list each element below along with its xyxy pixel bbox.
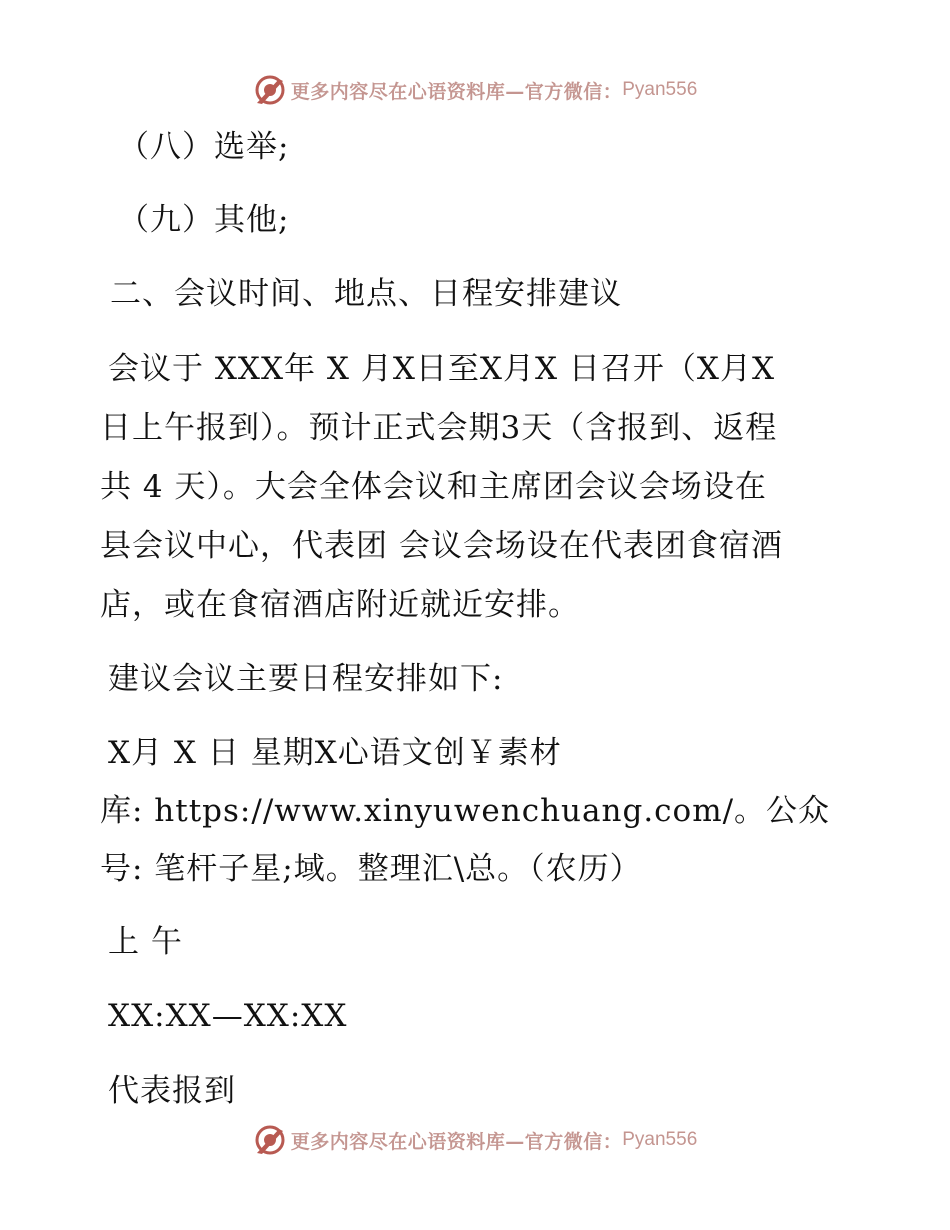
section-heading: 二、会议时间、地点、日程安排建议 — [110, 276, 622, 312]
watermark-id: Pyan556 — [622, 1129, 698, 1150]
schedule-date-line: X月 X 日 星期X心语文创￥素材 — [108, 735, 562, 771]
schedule-time: XX:XX—XX:XX — [108, 998, 348, 1034]
paragraph-line: 县会议中心，代表团 会议会场设在代表团食宿酒 — [100, 528, 783, 564]
footer-watermark — [0, 1120, 950, 1160]
list-item-election: （八）选举; — [118, 129, 290, 165]
paragraph-line: 日上午报到）。预计正式会期3天（含报到、返程 — [100, 410, 778, 446]
paragraph-line: 店，或在食宿酒店附近就近安排。 — [100, 587, 580, 623]
header-watermark — [0, 70, 950, 110]
schedule-event: 代表报到 — [108, 1073, 236, 1109]
schedule-intro: 建议会议主要日程安排如下: — [108, 661, 504, 697]
schedule-date-line: 号: 笔杆子星;域。整理汇\总。（农历） — [100, 851, 642, 887]
list-item-other: （九）其他; — [118, 202, 290, 238]
paragraph-line: 会议于 XXX年 X 月X日至X月X 日召开（X月X — [108, 351, 776, 387]
brand-logo-icon — [253, 73, 287, 107]
brand-logo-icon — [253, 1123, 287, 1157]
watermark-text: 更多内容尽在心语资料库—官方微信： — [290, 1130, 623, 1153]
paragraph-line: 共 4 天）。大会全体会议和主席团会议会场设在 — [100, 469, 767, 505]
schedule-period: 上 午 — [108, 924, 183, 960]
schedule-date-line: 库: https://www.xinyuwenchuang.com/。公众 — [100, 793, 831, 829]
watermark-id: Pyan556 — [622, 79, 698, 100]
watermark-text: 更多内容尽在心语资料库—官方微信： — [290, 80, 623, 103]
